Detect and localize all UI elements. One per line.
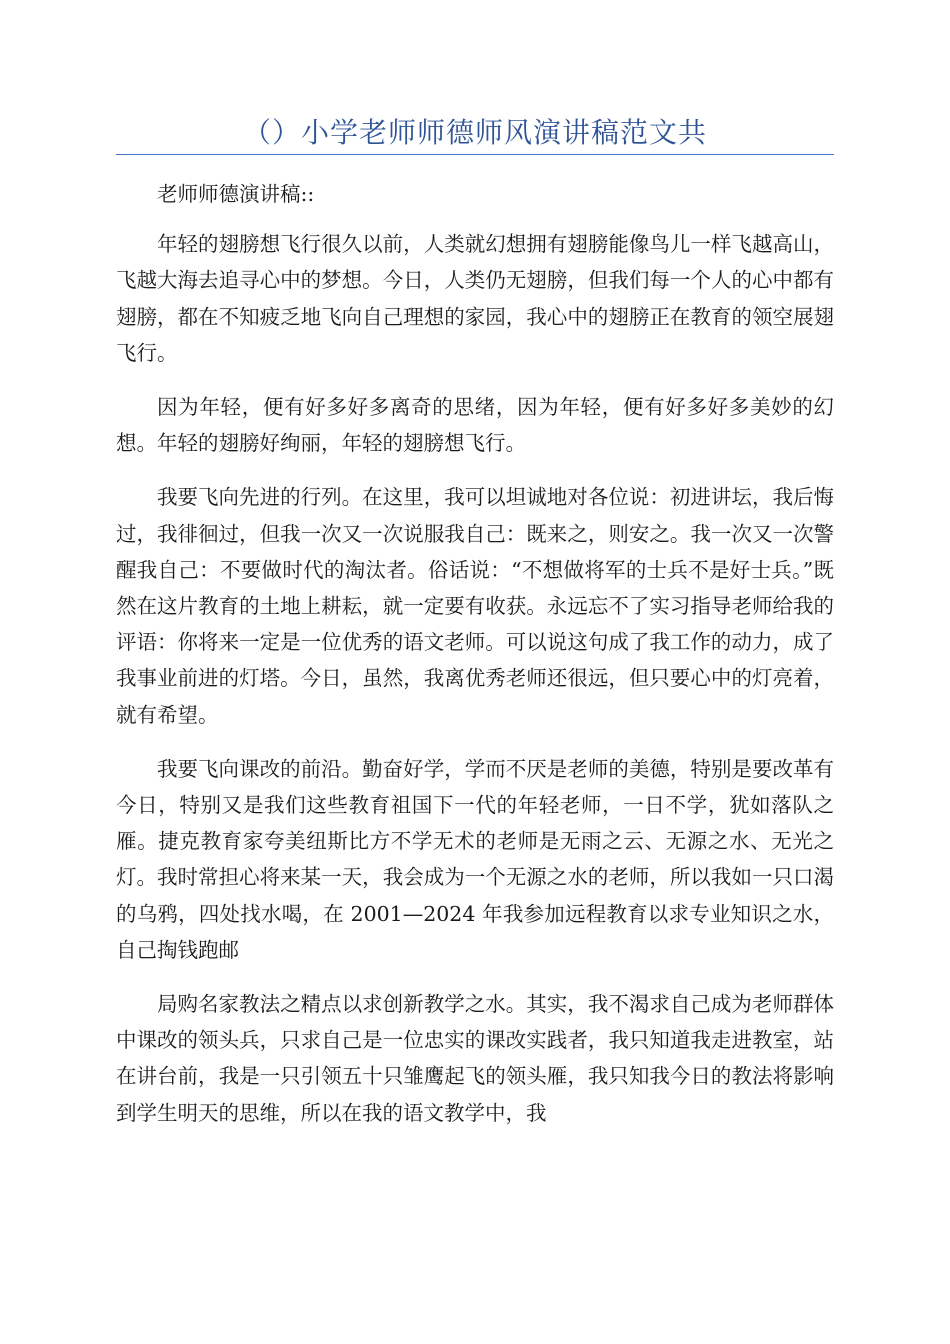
paragraph-5: 局购名家教法之精点以求创新教学之水。其实，我不渴求自己成为老师群体中课改的领头兵，只求自己是一位忠实的课改实践者，我只知道我走进教室，站在讲台前，我是一只引领五十只雏鹰起飞的领头雁，我只知我今日的教法将影响到学生明天的思维，所以在我的语文教学中，我 [116, 992, 834, 1125]
document-title: （）小学老师师德师风演讲稿范文共 [242, 116, 707, 149]
paragraph-3: 我要飞向先进的行列。在这里，我可以坦诚地对各位说：初进讲坛，我后悔过，我徘徊过，但我一次又一次说服我自己：既来之，则安之。我一次又一次警醒我自己：不要做时代的淘汰者。俗话说：“不想做将军的士兵不是好士兵。”既然在这片教育的土地上耕耘，就一定要有收获。永远忘不了实习指导老师给我的评语：你将来一定是一位优秀的语文老师。可以说这句成了我工作的动力，成了我事业前进的灯塔。今日，虽然，我离优秀老师还很远，但只要心中的灯亮着，就有希望。 [116, 485, 834, 727]
title-underline [116, 154, 834, 155]
document-body [116, 176, 834, 1149]
paragraph-salutation: 老师师德演讲稿:: [157, 182, 315, 206]
paragraph-2: 因为年轻，便有好多好多离奇的思绪，因为年轻，便有好多好多美妙的幻想。年轻的翅膀好绚丽，年轻的翅膀想飞行。 [116, 395, 834, 456]
paragraph-4: 我要飞向课改的前沿。勤奋好学，学而不厌是老师的美德，特别是要改革有今日，特别又是我们这些教育祖国下一代的年轻老师，一日不学，犹如落队之雁。捷克教育家夸美纽斯比方不学无术的老师是无雨之云、无源之水、无光之灯。我时常担心将来某一天，我会成为一个无源之水的老师，所以我如一只口渴的乌鸦，四处找水喝，在 2001—2024 年我参加远程教育以求专业知识之水，自己掏钱跑邮 [116, 756, 834, 962]
paragraph-1: 年轻的翅膀想飞行很久以前，人类就幻想拥有翅膀能像鸟儿一样飞越高山，飞越大海去追寻心中的梦想。今日，人类仍无翅膀，但我们每一个人的心中都有翅膀，都在不知疲乏地飞向自己理想的家园，我心中的翅膀正在教育的领空展翅飞行。 [116, 232, 834, 365]
